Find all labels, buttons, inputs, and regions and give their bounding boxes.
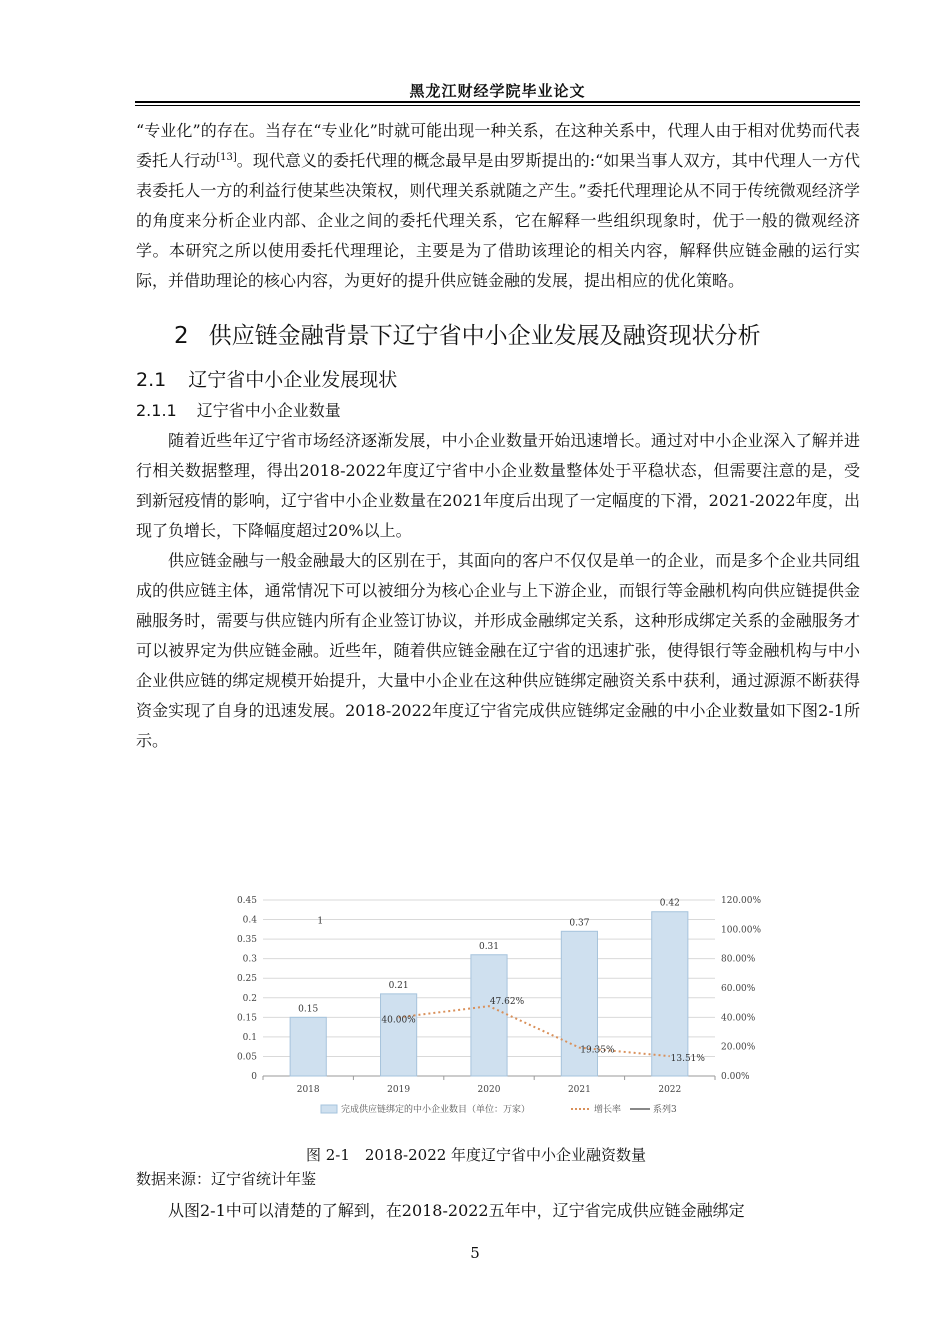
y-right-tick-label: 20.00% bbox=[721, 1042, 756, 1053]
x-tick-label: 2021 bbox=[567, 1085, 591, 1095]
growth-data-label: 47.62% bbox=[489, 997, 525, 1008]
paragraph-text-cont: 。现代意义的委托代理的概念最早是由罗斯提出的:“如果当事人双方，其中代理人一方代表委托人一方的利益行使某些决策权，则代理关系就随之产生。”委托代理理论从不同于传统微观经济学的角度来分析企业内部、企业之间的委托代理关系，它在解释一些组织现象时，优于一般的微观经济学。本研究之所以使用委托代理理论，主要是为了借助该理论的相关内容，解释供应链金融的运行实际，并借助理论的核心内容，为更好的提升供应链金融的发展，提出相应的优化策略。 bbox=[136, 151, 860, 290]
subsection-heading bbox=[136, 398, 860, 424]
growth-data-label: 13.51% bbox=[670, 1054, 705, 1065]
bar-data-label: 0.21 bbox=[388, 980, 409, 991]
paragraph-agency-theory bbox=[136, 116, 860, 296]
section-heading bbox=[136, 364, 860, 396]
growth-rate-line bbox=[399, 1006, 670, 1056]
bar bbox=[471, 955, 507, 1076]
bar bbox=[290, 1017, 326, 1076]
legend-label-series3: 系列3 bbox=[653, 1105, 677, 1115]
y-left-tick-label: 0.2 bbox=[242, 993, 257, 1004]
subsection-title: 辽宁省中小企业数量 bbox=[196, 401, 341, 420]
y-left-tick-label: 0.4 bbox=[242, 915, 257, 926]
y-right-tick-label: 60.00% bbox=[721, 984, 756, 994]
bar-data-label: 0.37 bbox=[569, 918, 590, 929]
legend-label-bars: 完成供应链绑定的中小企业数目（单位：万家） bbox=[341, 1105, 531, 1115]
bar bbox=[652, 912, 688, 1076]
running-header: 黑龙江财经学院毕业论文 bbox=[409, 82, 586, 100]
x-tick-label: 2019 bbox=[387, 1085, 411, 1095]
y-left-tick-label: 0.3 bbox=[242, 954, 257, 965]
paragraph-figure-discussion: 从图2-1中可以清楚的了解到，在2018-2022五年中，辽宁省完成供应链金融绑定 bbox=[168, 1201, 745, 1220]
header-rule-thin bbox=[135, 105, 860, 106]
chapter-heading bbox=[136, 318, 860, 354]
body-text bbox=[136, 116, 860, 756]
subsection-number: 2.1.1 bbox=[136, 401, 177, 420]
bar-data-label: 0.31 bbox=[478, 941, 500, 952]
y-right-tick-label: 40.00% bbox=[721, 1013, 756, 1024]
legend-label-growth: 增长率 bbox=[594, 1105, 622, 1115]
y-right-tick-label: 100.00% bbox=[721, 925, 762, 936]
bar-data-label: 0.15 bbox=[298, 1004, 319, 1015]
y-right-tick-label: 0.00% bbox=[721, 1072, 750, 1082]
paragraph-text: “专业化”的存在。当存在“专业化”时就可能出现一种关系，在这种关系中，代理人由于相对优势而代表委托人行动 bbox=[136, 121, 860, 170]
y-left-tick-label: 0.1 bbox=[242, 1032, 257, 1043]
section-title: 辽宁省中小企业发展现状 bbox=[188, 369, 398, 391]
figure-caption: 图 2-1 2018-2022 年度辽宁省中小企业融资数量 bbox=[305, 1146, 647, 1164]
y-left-tick-label: 0 bbox=[251, 1072, 257, 1082]
bar-data-label: 0.42 bbox=[659, 898, 680, 909]
y-right-tick-label: 120.00% bbox=[721, 896, 762, 906]
y-right-tick-label: 80.00% bbox=[721, 954, 756, 965]
chapter-number: 2 bbox=[174, 323, 189, 349]
chapter-title: 供应链金融背景下辽宁省中小企业发展及融资现状分析 bbox=[208, 323, 761, 349]
section-number: 2.1 bbox=[136, 369, 167, 391]
combo-chart bbox=[225, 890, 770, 1130]
growth-data-label: 40.00% bbox=[381, 1015, 416, 1026]
data-source: 数据来源：辽宁省统计年鉴 bbox=[136, 1170, 317, 1188]
legend-swatch-bars bbox=[321, 1105, 337, 1113]
x-tick-label: 2018 bbox=[296, 1085, 320, 1095]
paragraph-sme-count: 随着近些年辽宁省市场经济逐渐发展，中小企业数量开始迅速增长。通过对中小企业深入了解并进行相关数据整理，得出2018-2022年度辽宁省中小企业数量整体处于平稳状态，但需要注意的是，受到新冠疫情的影响，辽宁省中小企业数量在2021年度后出现了一定幅度的下滑，2021-2022年度，出现了负增长，下降幅度超过20%以上。 bbox=[136, 431, 860, 540]
growth-data-label: 19.35% bbox=[580, 1045, 615, 1056]
x-tick-label: 2020 bbox=[477, 1085, 501, 1095]
figure-chart bbox=[225, 890, 770, 1130]
y-left-tick-label: 0.15 bbox=[236, 1013, 257, 1024]
citation: [13] bbox=[216, 152, 237, 163]
y-left-tick-label: 0.35 bbox=[236, 935, 257, 946]
bar bbox=[381, 994, 417, 1076]
page-number: 5 bbox=[470, 1244, 480, 1262]
header-rule-thick bbox=[135, 101, 860, 103]
y-left-tick-label: 0.25 bbox=[236, 974, 257, 985]
y-left-tick-label: 0.45 bbox=[236, 896, 257, 906]
x-tick-label: 2022 bbox=[658, 1085, 682, 1095]
chart-annotation: 1 bbox=[317, 916, 324, 927]
y-left-tick-label: 0.05 bbox=[236, 1052, 257, 1063]
paragraph-supply-chain-finance: 供应链金融与一般金融最大的区别在于，其面向的客户不仅仅是单一的企业，而是多个企业共同组成的供应链主体，通常情况下可以被细分为核心企业与上下游企业，而银行等金融机构向供应链提供金融服务时，需要与供应链内所有企业签订协议，并形成金融绑定关系，这种形成绑定关系的金融服务才可以被界定为供应链金融。近些年，随着供应链金融在辽宁省的迅速扩张，使得银行等金融机构与中小企业供应链的绑定规模开始提升，大量中小企业在这种供应链绑定融资关系中获利，通过源源不断获得资金实现了自身的迅速发展。2018-2022年度辽宁省完成供应链绑定金融的中小企业数量如下图2-1所示。 bbox=[136, 551, 860, 750]
